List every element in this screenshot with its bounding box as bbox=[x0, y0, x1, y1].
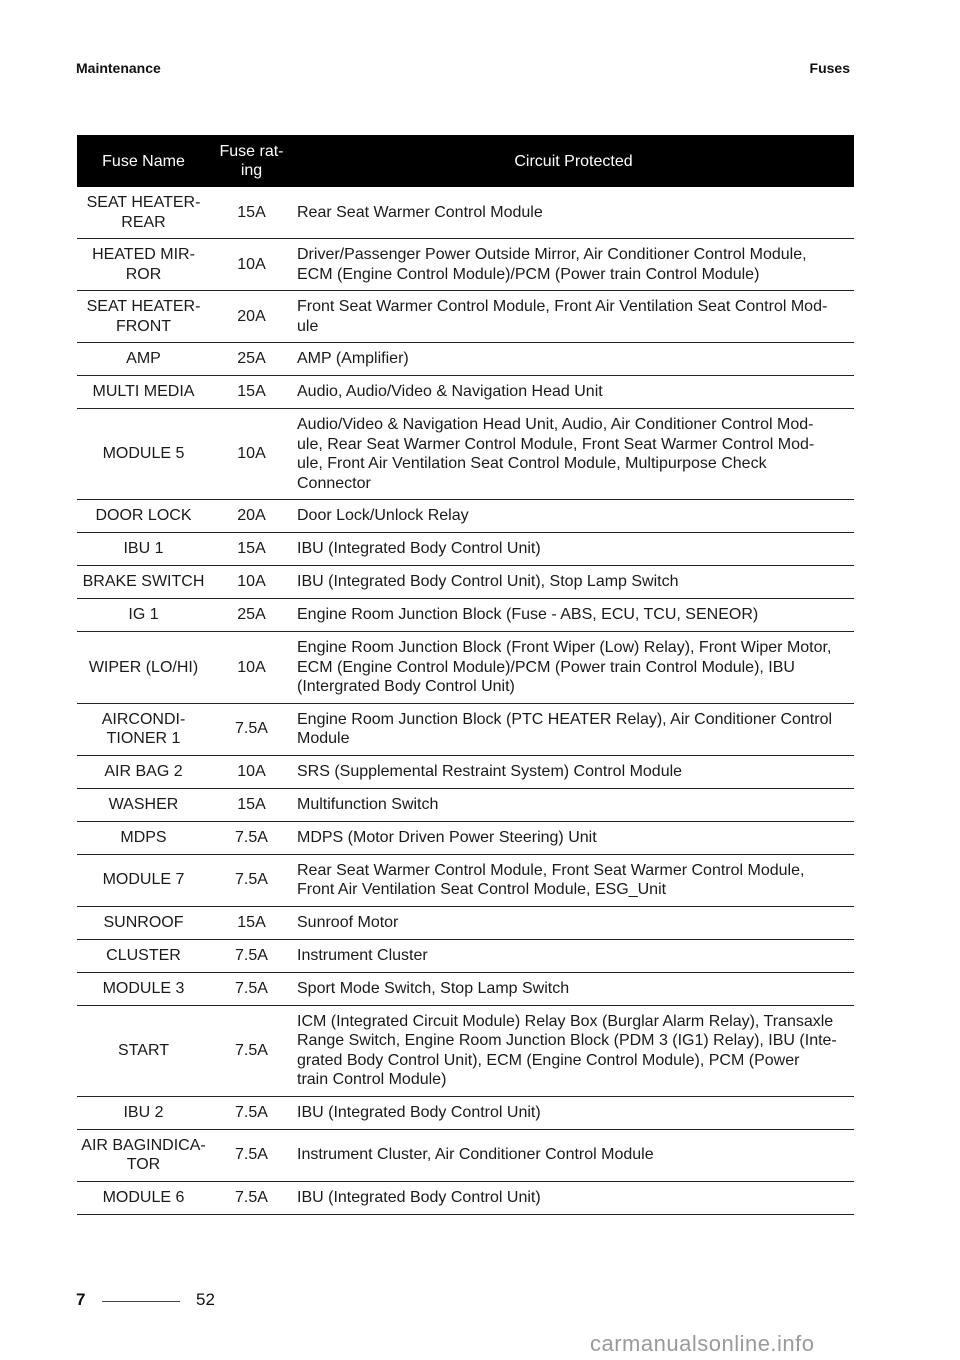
fuse-name-cell: SEAT HEATER- FRONT bbox=[77, 291, 210, 343]
fuse-name-cell: CLUSTER bbox=[77, 939, 210, 972]
header-fuse-name: Fuse Name bbox=[77, 135, 210, 187]
circuit-protected-cell: AMP (Amplifier) bbox=[293, 343, 854, 376]
table-row bbox=[77, 376, 854, 409]
circuit-protected-cell: Audio/Video & Navigation Head Unit, Audio, Air Conditioner Control Mod- ule, Rear Seat Warmer Control Module, Front Seat Warmer Control Mod- ule, Front Air Ventilation Seat Control Module, Multipurpose Check Connector bbox=[293, 409, 854, 500]
table-row bbox=[77, 533, 854, 566]
circuit-protected-cell: Front Seat Warmer Control Module, Front Air Ventilation Seat Control Mod- ule bbox=[293, 291, 854, 343]
circuit-protected-cell: IBU (Integrated Body Control Unit) bbox=[293, 1096, 854, 1129]
fuse-name-cell: AIR BAGINDICA- TOR bbox=[77, 1129, 210, 1181]
fuse-name-cell: MODULE 7 bbox=[77, 854, 210, 906]
circuit-protected-cell: Multifunction Switch bbox=[293, 788, 854, 821]
circuit-protected-cell: IBU (Integrated Body Control Unit), Stop Lamp Switch bbox=[293, 566, 854, 599]
fuse-rating-cell: 7.5A bbox=[210, 1005, 293, 1096]
footer-divider bbox=[102, 1301, 180, 1302]
circuit-protected-cell: IBU (Integrated Body Control Unit) bbox=[293, 1181, 854, 1214]
table-row bbox=[77, 1129, 854, 1181]
fuse-rating-cell: 10A bbox=[210, 566, 293, 599]
table-row bbox=[77, 703, 854, 755]
fuse-name-cell: HEATED MIR- ROR bbox=[77, 239, 210, 291]
fuse-rating-cell: 15A bbox=[210, 788, 293, 821]
fuse-rating-cell: 10A bbox=[210, 632, 293, 704]
table-row bbox=[77, 187, 854, 239]
fuse-name-cell: MODULE 5 bbox=[77, 409, 210, 500]
table-row bbox=[77, 409, 854, 500]
circuit-protected-cell: Instrument Cluster, Air Conditioner Control Module bbox=[293, 1129, 854, 1181]
table-row bbox=[77, 939, 854, 972]
fuse-name-cell: IBU 2 bbox=[77, 1096, 210, 1129]
circuit-protected-cell: ICM (Integrated Circuit Module) Relay Box (Burglar Alarm Relay), Transaxle Range Switch, Engine Room Junction Block (PDM 3 (IG1) Relay), IBU (Inte- grated Body Control Unit), ECM (Engine Control Module), PCM (Power train Control Module) bbox=[293, 1005, 854, 1096]
circuit-protected-cell: Instrument Cluster bbox=[293, 939, 854, 972]
section-title: Maintenance bbox=[76, 60, 161, 76]
fuse-rating-cell: 15A bbox=[210, 533, 293, 566]
fuse-rating-cell: 10A bbox=[210, 239, 293, 291]
fuse-name-cell: SEAT HEATER- REAR bbox=[77, 187, 210, 239]
table-row bbox=[77, 1096, 854, 1129]
fuse-table-header bbox=[77, 135, 854, 187]
fuse-name-cell: MULTI MEDIA bbox=[77, 376, 210, 409]
fuse-name-cell: IBU 1 bbox=[77, 533, 210, 566]
table-row bbox=[77, 500, 854, 533]
fuse-table bbox=[77, 135, 854, 1215]
fuse-name-cell: SUNROOF bbox=[77, 906, 210, 939]
fuse-name-cell: IG 1 bbox=[77, 599, 210, 632]
table-row bbox=[77, 1005, 854, 1096]
fuse-rating-cell: 7.5A bbox=[210, 1096, 293, 1129]
circuit-protected-cell: SRS (Supplemental Restraint System) Control Module bbox=[293, 755, 854, 788]
fuse-rating-cell: 7.5A bbox=[210, 703, 293, 755]
circuit-protected-cell: Driver/Passenger Power Outside Mirror, Air Conditioner Control Module, ECM (Engine Control Module)/PCM (Power train Control Module) bbox=[293, 239, 854, 291]
header-fuse-rating: Fuse rat- ing bbox=[210, 135, 293, 187]
fuse-rating-cell: 10A bbox=[210, 755, 293, 788]
table-row bbox=[77, 972, 854, 1005]
fuse-rating-cell: 25A bbox=[210, 343, 293, 376]
fuse-name-cell: AIR BAG 2 bbox=[77, 755, 210, 788]
fuse-name-cell: MDPS bbox=[77, 821, 210, 854]
circuit-protected-cell: IBU (Integrated Body Control Unit) bbox=[293, 533, 854, 566]
circuit-protected-cell: Sunroof Motor bbox=[293, 906, 854, 939]
fuse-name-cell: MODULE 6 bbox=[77, 1181, 210, 1214]
fuse-rating-cell: 15A bbox=[210, 376, 293, 409]
circuit-protected-cell: Door Lock/Unlock Relay bbox=[293, 500, 854, 533]
fuse-rating-cell: 15A bbox=[210, 906, 293, 939]
circuit-protected-cell: Audio, Audio/Video & Navigation Head Unit bbox=[293, 376, 854, 409]
fuse-rating-cell: 20A bbox=[210, 500, 293, 533]
table-row bbox=[77, 566, 854, 599]
fuse-name-cell: MODULE 3 bbox=[77, 972, 210, 1005]
circuit-protected-cell: Engine Room Junction Block (Front Wiper (Low) Relay), Front Wiper Motor, ECM (Engine Control Module)/PCM (Power train Control Module), IBU (Intergrated Body Control Unit) bbox=[293, 632, 854, 704]
fuse-name-cell: START bbox=[77, 1005, 210, 1096]
table-row bbox=[77, 632, 854, 704]
circuit-protected-cell: Rear Seat Warmer Control Module, Front Seat Warmer Control Module, Front Air Ventilation Seat Control Module, ESG_Unit bbox=[293, 854, 854, 906]
fuse-name-cell: WIPER (LO/HI) bbox=[77, 632, 210, 704]
fuse-rating-cell: 7.5A bbox=[210, 854, 293, 906]
circuit-protected-cell: Engine Room Junction Block (PTC HEATER Relay), Air Conditioner Control Module bbox=[293, 703, 854, 755]
table-row bbox=[77, 599, 854, 632]
table-row bbox=[77, 755, 854, 788]
watermark: carmanualsonline.info bbox=[590, 1331, 815, 1356]
fuse-name-cell: AIRCONDI- TIONER 1 bbox=[77, 703, 210, 755]
fuse-rating-cell: 10A bbox=[210, 409, 293, 500]
fuse-rating-cell: 7.5A bbox=[210, 972, 293, 1005]
circuit-protected-cell: MDPS (Motor Driven Power Steering) Unit bbox=[293, 821, 854, 854]
fuse-rating-cell: 20A bbox=[210, 291, 293, 343]
table-row bbox=[77, 1181, 854, 1214]
fuse-name-cell: AMP bbox=[77, 343, 210, 376]
table-row bbox=[77, 239, 854, 291]
circuit-protected-cell: Rear Seat Warmer Control Module bbox=[293, 187, 854, 239]
fuse-name-cell: DOOR LOCK bbox=[77, 500, 210, 533]
fuse-rating-cell: 25A bbox=[210, 599, 293, 632]
page-number: 52 bbox=[196, 1290, 215, 1309]
fuse-rating-cell: 7.5A bbox=[210, 1129, 293, 1181]
page-topic: Fuses bbox=[809, 60, 850, 76]
table-row bbox=[77, 821, 854, 854]
header-circuit-protected: Circuit Protected bbox=[293, 135, 854, 187]
table-row bbox=[77, 906, 854, 939]
fuse-name-cell: BRAKE SWITCH bbox=[77, 566, 210, 599]
table-row bbox=[77, 854, 854, 906]
circuit-protected-cell: Sport Mode Switch, Stop Lamp Switch bbox=[293, 972, 854, 1005]
fuse-rating-cell: 7.5A bbox=[210, 821, 293, 854]
table-row bbox=[77, 291, 854, 343]
table-row bbox=[77, 788, 854, 821]
chapter-number: 7 bbox=[76, 1290, 86, 1309]
fuse-rating-cell: 7.5A bbox=[210, 939, 293, 972]
fuse-table-body bbox=[77, 187, 854, 1214]
fuse-rating-cell: 15A bbox=[210, 187, 293, 239]
fuse-rating-cell: 7.5A bbox=[210, 1181, 293, 1214]
circuit-protected-cell: Engine Room Junction Block (Fuse - ABS, ECU, TCU, SENEOR) bbox=[293, 599, 854, 632]
table-row bbox=[77, 343, 854, 376]
fuse-name-cell: WASHER bbox=[77, 788, 210, 821]
